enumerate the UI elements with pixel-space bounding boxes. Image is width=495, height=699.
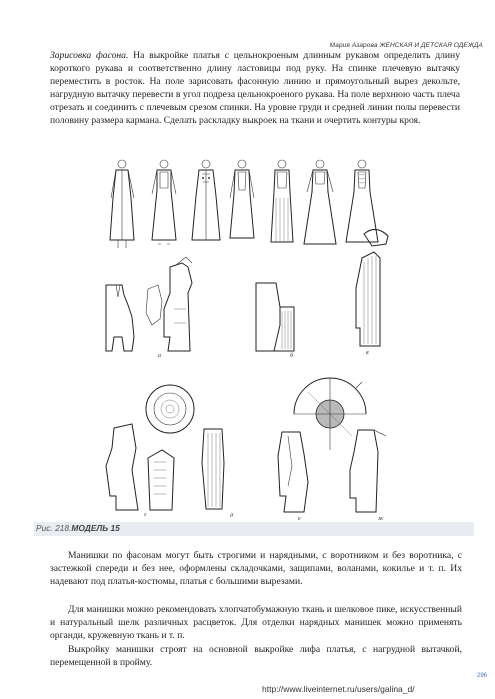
panel-d	[202, 429, 233, 519]
panel-label-zh: ж	[378, 516, 384, 522]
intro-lead: Зарисовка фасона.	[50, 50, 129, 61]
paragraph-dickeys-styles: Манишки по фасонам могут быть строгими и нарядными, с воротником и без воротника, с застежкой спереди и без нее, оформлены складочками, защипами, воланами, кокилье и т. п. Их надевают под платья-костюмы, платья с большими вырезами.	[50, 550, 462, 587]
caption-prefix: Рис. 218.	[36, 523, 72, 533]
panel-e	[278, 432, 308, 522]
fashion-sketches	[110, 160, 378, 248]
panel-b	[256, 283, 294, 359]
panel-g	[106, 424, 174, 518]
pattern-figure	[104, 158, 404, 522]
intro-paragraph	[50, 49, 460, 127]
footer-url[interactable]: http://www.liveinternet.ru/users/galina_d/	[262, 684, 415, 694]
running-head: Мария Азарова ЖЕНСКАЯ И ДЕТСКАЯ ОДЕЖДА	[329, 42, 483, 49]
sketch-4	[230, 160, 254, 238]
circle-pattern	[294, 378, 366, 450]
panel-label-c: в	[366, 350, 369, 356]
page-number: 296	[476, 673, 487, 679]
sketch-2	[152, 160, 176, 244]
intro-text: На выкройке платья с цельнокроеным длинным рукавом определить длину короткого рукава и соответственно длину ластовицы под руку. На спинке плечевую вытачку переместить в росток. На поле зарисовать фасонную линию и прямоугольный вырез декольте, нагрудную вытачку перевести в угол подреза цельнокроеного рукава. На поле верхнюю часть плеча отрезать и соединить с плечевым срезом спинки. На уровне груди и средней линии полы перевести половину размера кармана. Сделать раскладку выкроек на ткани и очертить контуры кроя.	[50, 50, 460, 126]
panel-a	[106, 257, 192, 359]
collar-circle	[146, 385, 194, 433]
panel-label-e: е	[298, 516, 301, 522]
sketch-6	[304, 160, 336, 244]
paragraph-dickeys-pattern: Выкройку манишки строят на основной выкройке лифа платья, с нагрудной вытачкой, перемещенной в пройму.	[50, 644, 462, 668]
panel-label-g: г	[144, 512, 147, 518]
panel-c	[356, 229, 388, 356]
panel-label-b: б	[290, 353, 294, 359]
paragraph-dickeys-fabric: Для манишки можно рекомендовать хлопчатобумажную ткань и шелковое пике, искусственный и натуральный шелк различных расцветок. Для отделки нарядных манишек можно применять органди, кружевную ткань и т. п.	[50, 604, 462, 641]
sketch-5	[271, 160, 293, 242]
figure-caption	[36, 523, 120, 533]
panel-label-d: д	[230, 513, 234, 519]
sketch-3	[192, 160, 220, 240]
sketch-1	[110, 160, 134, 248]
pattern-drawing	[104, 158, 404, 522]
panel-zh	[350, 430, 386, 522]
caption-title: МОДЕЛЬ 15	[71, 523, 120, 533]
panel-label-a: а	[158, 353, 161, 359]
